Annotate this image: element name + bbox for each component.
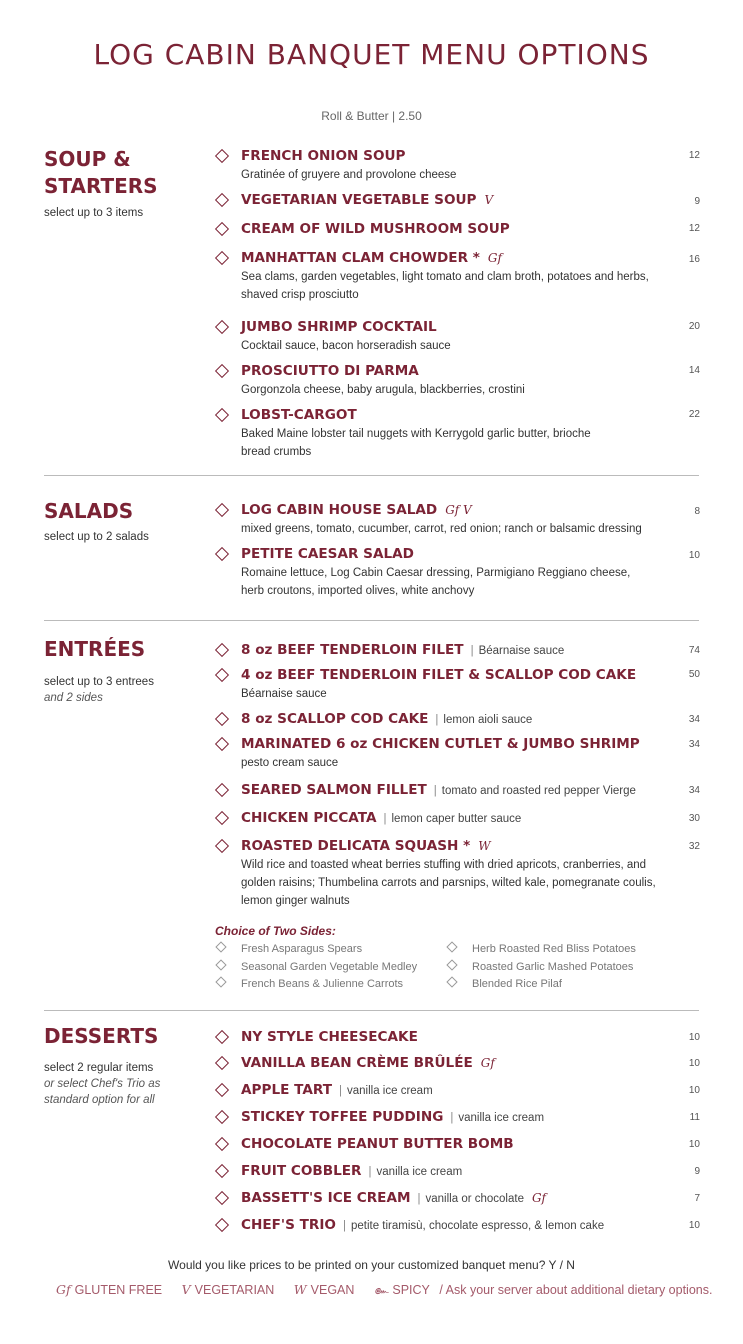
item-name: JUMBO SHRIMP COCKTAIL [241,319,437,335]
diamond-bullet-icon [215,839,229,853]
diamond-bullet-icon [215,503,229,517]
diamond-bullet-icon [215,712,229,726]
item-name: BASSETT'S ICE CREAM [241,1190,411,1206]
diamond-outline-icon [446,941,457,952]
item-description: mixed greens, tomato, cucumber, carrot, red onion; ranch or balsamic dressing [241,523,642,535]
diamond-bullet-icon [215,364,229,378]
item-price: 10 [688,1032,700,1043]
gluten-free-icon: Gf [480,1056,495,1070]
diamond-outline-icon [215,959,226,970]
item-description: Béarnaise sauce [241,688,327,700]
section-heading-soup: SOUP & STARTERS [44,147,158,198]
diamond-bullet-icon [215,811,229,825]
item-sauce: lemon caper butter sauce [391,813,522,825]
side-option: French Beans & Julienne Carrots [217,978,403,990]
item-name: MANHATTAN CLAM CHOWDER * [241,250,480,266]
item-price: 34 [688,785,700,796]
item-name: NY STYLE CHEESECAKE [241,1029,418,1045]
diamond-bullet-icon [215,1191,229,1205]
diamond-bullet-icon [215,251,229,265]
desserts-sub-line2: or select Chef's Trio as standard option for all [44,1078,161,1106]
item-price: 10 [688,550,700,561]
item-name: SEARED SALMON FILLET [241,782,427,798]
item-name: FRENCH ONION SOUP [241,148,406,164]
section-sub-salads: select up to 2 salads [44,531,149,543]
vegetarian-icon: V [181,1282,191,1297]
item-sauce: lemon aioli sauce [443,714,533,726]
item-price: 16 [688,254,700,265]
diamond-outline-icon [215,976,226,987]
print-prices-question: Would you like prices to be printed on your customized banquet menu? Y / N [168,1258,575,1272]
item-name: CHEF'S TRIO [241,1217,336,1233]
item-price: 22 [688,409,700,420]
item-name: ROASTED DELICATA SQUASH * [241,838,471,854]
vegan-icon: W [293,1282,307,1297]
side-option: Roasted Garlic Mashed Potatoes [448,961,633,973]
gluten-free-vegetarian-icon: Gf V [445,503,472,517]
item-name: STICKEY TOFFEE PUDDING [241,1109,444,1125]
entrees-sub-line1: select up to 3 entrees [44,676,154,688]
item-price: 20 [688,321,700,332]
item-price: 50 [688,669,700,680]
item-name: 8 oz SCALLOP COD CAKE [241,711,429,727]
item-description: Romaine lettuce, Log Cabin Caesar dressing, Parmigiano Reggiano cheese, herb croutons, imported olives, white anchovy [241,567,631,597]
item-name: VANILLA BEAN CRÈME BRÛLÉE [241,1055,473,1071]
gluten-free-icon: Gf [531,1191,546,1205]
diamond-bullet-icon [215,737,229,751]
item-sauce: tomato and roasted red pepper Vierge [441,785,636,797]
item-name: PETITE CAESAR SALAD [241,546,414,562]
section-divider [44,475,699,476]
item-description: Gorgonzola cheese, baby arugula, blackberries, crostini [241,384,525,396]
diamond-bullet-icon [215,1164,229,1178]
diamond-bullet-icon [215,1030,229,1044]
diamond-bullet-icon [215,668,229,682]
diamond-bullet-icon [215,1218,229,1232]
dietary-legend [56,1280,712,1300]
diamond-bullet-icon [215,1110,229,1124]
item-name: MARINATED 6 oz CHICKEN CUTLET & JUMBO SHRIMP [241,736,640,752]
section-sub-desserts [44,1060,194,1108]
item-name: LOG CABIN HOUSE SALAD [241,502,438,518]
item-name: 8 oz BEEF TENDERLOIN FILET [241,642,464,658]
diamond-bullet-icon [215,408,229,422]
section-heading-desserts: DESSERTS [44,1024,159,1048]
diamond-bullet-icon [215,1056,229,1070]
item-name: VEGETARIAN VEGETABLE SOUP [241,192,477,208]
item-price: 10 [688,1139,700,1150]
section-sub-entrees [44,674,204,706]
vegetarian-icon: V [484,193,494,207]
side-option: Fresh Asparagus Spears [217,943,362,955]
item-name: APPLE TART [241,1082,332,1098]
item-price: 12 [688,150,700,161]
desserts-sub-line1: select 2 regular items [44,1062,154,1074]
item-price: 30 [688,813,700,824]
item-name: LOBST-CARGOT [241,407,357,423]
diamond-outline-icon [215,941,226,952]
item-description: pesto cream sauce [241,757,339,769]
item-name: PROSCIUTTO DI PARMA [241,363,419,379]
diamond-bullet-icon [215,1137,229,1151]
roll-butter-note: Roll & Butter | 2.50 [321,109,422,123]
item-price: 10 [688,1220,700,1231]
item-sauce: Béarnaise sauce [478,645,565,657]
item-price: 14 [688,365,700,376]
entrees-sub-line2: and 2 sides [44,692,103,704]
gluten-free-icon: Gf [487,251,502,265]
diamond-bullet-icon [215,643,229,657]
item-price: 9 [694,1166,700,1177]
side-option: Seasonal Garden Vegetable Medley [217,961,417,973]
gluten-free-icon: Gf [56,1282,71,1297]
item-price: 8 [694,506,700,517]
item-price: 10 [688,1085,700,1096]
item-description: Wild rice and toasted wheat berries stuffing with dried apricots, cranberries, and golden raisins; Thumbelina carrots and parsnips, wilted kale, pomegranate coulis, lemon ginger walnuts [241,859,656,907]
section-divider [44,1010,699,1011]
item-description: Sea clams, garden vegetables, light tomato and clam broth, potatoes and herbs, shaved crisp prosciutto [241,271,649,301]
side-option: Blended Rice Pilaf [448,978,562,990]
legend-label: VEGAN [310,1283,355,1297]
diamond-bullet-icon [215,547,229,561]
item-price: 34 [688,739,700,750]
diamond-bullet-icon [215,149,229,163]
diamond-bullet-icon [215,222,229,236]
diamond-bullet-icon [215,783,229,797]
legend-label: VEGETARIAN [194,1283,275,1297]
item-sauce: vanilla ice cream [347,1085,433,1097]
item-name: CHICKEN PICCATA [241,810,377,826]
item-price: 11 [689,1112,700,1123]
spicy-icon: ๛ [373,1282,389,1297]
item-sauce: vanilla or chocolate [425,1193,524,1205]
dietary-note: / Ask your server about additional dietary options. [439,1283,713,1297]
item-sauce: vanilla ice cream [458,1112,545,1124]
item-price: 74 [688,645,700,656]
item-price: 7 [694,1193,700,1204]
side-option: Herb Roasted Red Bliss Potatoes [448,943,636,955]
item-name: CHOCOLATE PEANUT BUTTER BOMB [241,1136,514,1152]
page-title: LOG CABIN BANQUET MENU OPTIONS [93,38,650,71]
item-name: FRUIT COBBLER [241,1163,362,1179]
item-price: 34 [688,714,700,725]
item-sauce: petite tiramisù, chocolate espresso, & lemon cake [350,1220,605,1232]
item-price: 32 [688,841,700,852]
sides-title: Choice of Two Sides: [215,924,336,938]
item-description: Cocktail sauce, bacon horseradish sauce [241,340,451,352]
section-heading-salads: SALADS [44,499,134,523]
diamond-bullet-icon [215,193,229,207]
diamond-outline-icon [446,959,457,970]
item-price: 10 [688,1058,700,1069]
item-name: 4 oz BEEF TENDERLOIN FILET & SCALLOP COD CAKE [241,667,637,683]
item-description: Baked Maine lobster tail nuggets with Kerrygold garlic butter, brioche bread crumbs [241,428,591,458]
diamond-bullet-icon [215,1083,229,1097]
item-price: 12 [688,223,700,234]
vegan-icon: W [478,839,491,853]
item-price: 9 [694,196,700,207]
section-divider [44,620,699,621]
legend-label: GLUTEN FREE [74,1283,163,1297]
item-description: Gratinée of gruyere and provolone cheese [241,169,457,181]
section-sub-soup: select up to 3 items [44,207,144,219]
item-name: CREAM OF WILD MUSHROOM SOUP [241,221,510,237]
legend-label: SPICY [392,1283,430,1297]
section-heading-entrees: ENTRÉES [44,637,146,661]
diamond-bullet-icon [215,320,229,334]
item-sauce: vanilla ice cream [376,1166,463,1178]
diamond-outline-icon [446,976,457,987]
